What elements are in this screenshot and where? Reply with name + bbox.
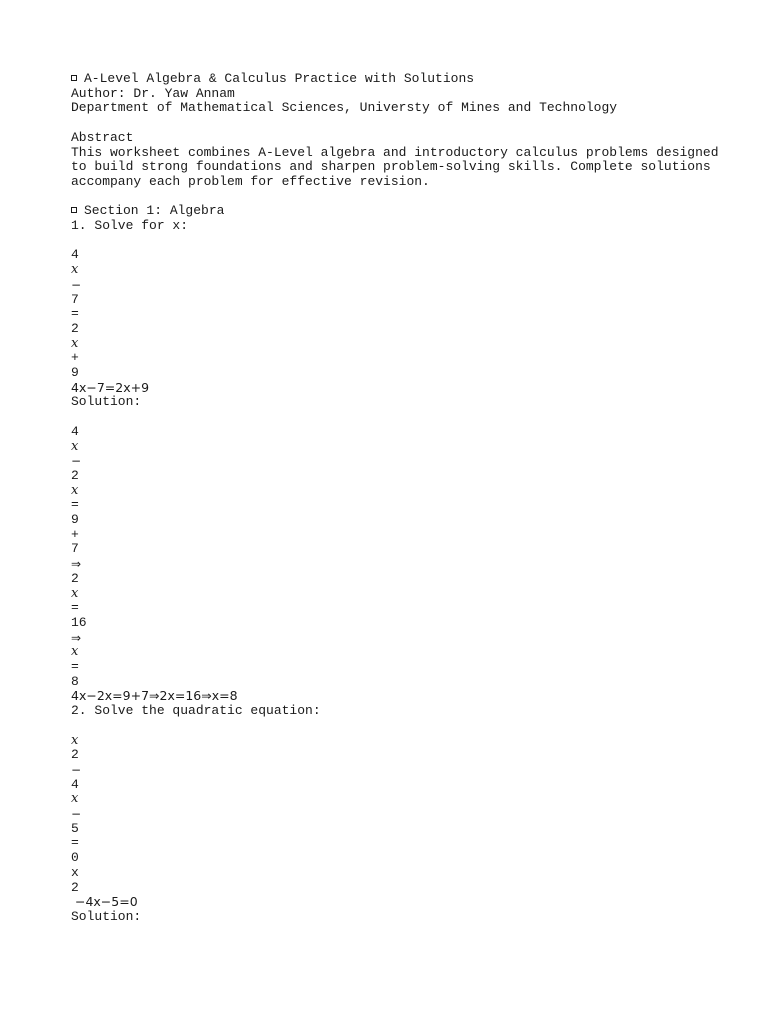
math-token: 9 [71,512,79,528]
math-token: = [71,659,79,675]
abstract-line: accompany each problem for effective revision. [71,173,430,189]
math-token: x [71,438,79,454]
math-token: x [71,864,79,880]
math-token: 0 [71,850,79,866]
abstract-heading: Abstract [71,129,134,145]
math-token: 4 [71,247,79,263]
spacer [71,116,731,131]
math-token: x [71,262,79,278]
abstract-line: This worksheet combines A-Level algebra and introductory calculus problems designed [71,144,719,160]
math-token: 2 [71,570,79,586]
math-token: 2 [71,747,79,763]
math-token: = [71,306,79,322]
problem2-prompt: 2. Solve the quadratic equation: [71,703,321,719]
math-token: 4 [71,776,79,792]
equation-inline: −4x−5=0 [71,894,138,910]
math-token: 5 [71,820,79,836]
math-token: x [71,732,79,748]
author-line: Author: Dr. Yaw Annam [71,85,235,101]
spacer [71,410,731,425]
math-token: 4 [71,423,79,439]
math-token: x [71,482,79,498]
section-heading: Section 1: Algebra [84,203,225,219]
math-token: + [71,350,79,366]
document-title: A-Level Algebra & Calculus Practice with Solutions [84,71,475,86]
solution-label: Solution: [71,909,142,924]
math-token: = [71,835,79,851]
math-token: 8 [71,673,79,689]
math-token: = [71,497,79,513]
spacer [71,719,731,734]
square-bullet-icon [71,75,77,81]
spacer [71,190,731,205]
math-token: x [71,585,79,601]
spacer [71,234,731,249]
solution-label: Solution: [71,394,142,410]
math-token: x [71,644,79,660]
math-token: ⇒ [71,630,82,645]
math-token: x [71,335,79,351]
math-token: 7 [71,291,79,307]
math-token: + [71,526,79,542]
math-token: 16 [71,614,87,630]
abstract-line: to build strong foundations and sharpen problem-solving skills. Complete solutions [71,159,711,175]
worksheet-page [71,72,731,925]
section-heading-line [71,204,731,219]
math-token: 7 [71,541,79,557]
document-title-line [71,72,731,87]
math-token: ⇒ [71,557,82,572]
math-token: 2 [71,320,79,336]
math-token: − [71,762,82,777]
math-token: 9 [71,365,79,381]
department-line: Department of Mathematical Sciences, Universty of Mines and Technology [71,100,618,116]
problem1-prompt: 1. Solve for x: [71,218,189,233]
math-token: − [71,807,82,822]
solution-inline: 4x−2x=9+7⇒2x=16⇒x=8 [71,688,238,704]
equation-inline: 4x−7=2x+9 [71,379,150,395]
square-bullet-icon [71,207,77,213]
math-token: − [71,454,82,469]
math-token: 2 [71,879,79,895]
math-token: = [71,600,79,616]
math-token: 2 [71,467,79,483]
math-token: x [71,791,79,807]
math-token: − [71,277,82,292]
